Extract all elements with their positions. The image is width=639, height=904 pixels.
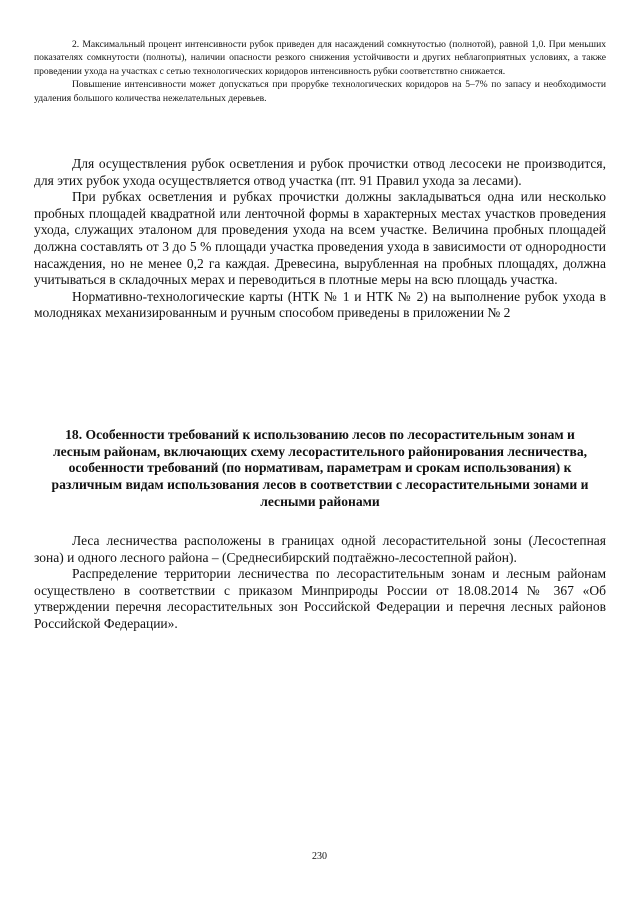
footnote-intensity: Повышение интенсивности может допускаться при прорубке технологических коридоров на 5–7% по запасу и необходимости удаления большого количества нежелательных деревьев. <box>34 79 606 104</box>
section-heading: 18. Особенности требований к использованию лесов по лесорастительным зонам и лесным районам, включающих схему лесорастительного районирования лесничества, особенности требований (по нормативам, параметрам и срокам использования) к различным видам использования лесов в соответствии с лесорастительными зонами и лесными районами <box>51 427 589 509</box>
page-number: 230 <box>312 851 327 862</box>
footnote-2: 2. Максимальный процент интенсивности рубок приведен для насаждений сомкнутостью (полнотой), равной 1,0. При меньших показателях сомкнутости (полноты), наличии опасности резкого снижения устойчивости и других неблагоприятных условиях, а также проведении ухода на участках с сетью технологических коридоров интенсивность рубки соответствтно снижается. <box>34 39 606 77</box>
paragraph-technology-cards: Нормативно-технологические карты (НТК № 1 и НТК № 2) на выполнение рубок ухода в молодняках механизированным и ручным способом приведены в приложении № 2 <box>34 288 606 321</box>
section-body-text <box>34 533 606 633</box>
body-text <box>34 156 606 322</box>
paragraph-zoning-order: Распределение территории лесничества по лесорастительным зонам и лесным районам осуществлено в соответствии с приказом Минприроды России от 18.08.2014 № 367 «Об утверждении перечня лесорастительных зон Российской Федерации и перечня лесных районов Российской Федерации». <box>34 566 606 631</box>
paragraph-forest-zones: Леса лесничества расположены в границах одной лесорастительной зоны (Лесостепная зона) и одного лесного района – (Среднесибирский подтаёжно-лесостепной район). <box>34 533 606 565</box>
table-footnotes <box>34 38 606 105</box>
paragraph-sample-plots: При рубках осветления и рубках прочистки должны закладываться одна или несколько пробных площадей квадратной или ленточной формы в характерных местах участков проведения ухода, служащих эталоном для проведения ухода на всем участке. Величина пробных площадей должна составлять от 3 до 5 % площади участка проведения ухода в зависимости от однородности насаждения, но не менее 0,2 га каждая. Древесина, вырубленная на пробных площадях, должна учитываться в складочных мерах и переводиться в плотные меры на всю площадь участка. <box>34 189 606 288</box>
paragraph-allotment: Для осуществления рубок осветления и рубок прочистки отвод лесосеки не производится, для этих рубок ухода осуществляется отвод участка (пт. 91 Правил ухода за лесами). <box>34 156 606 188</box>
